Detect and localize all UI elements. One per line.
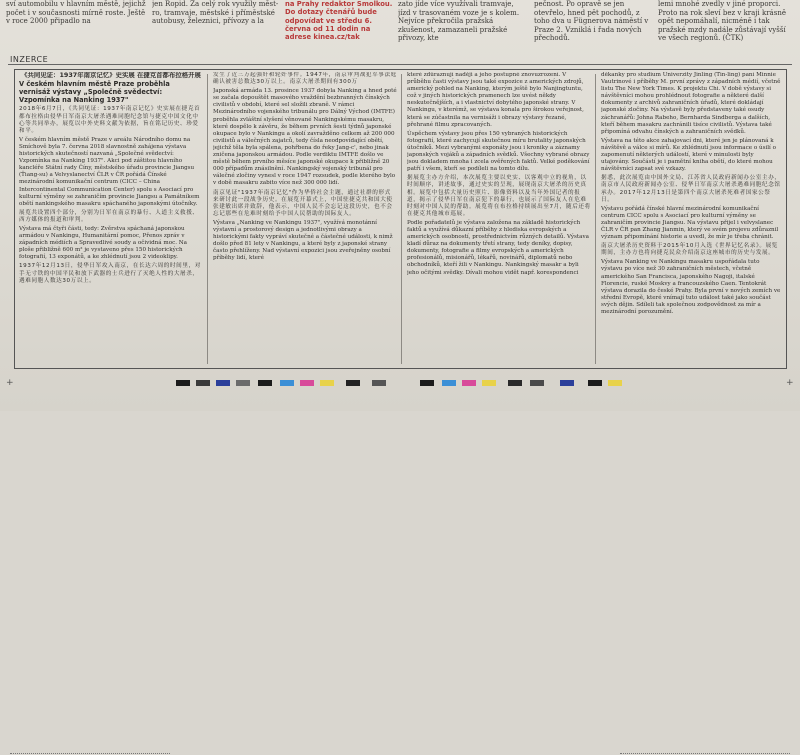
- col3-cz-paragraph-2: Podle pořadatelů je výstava založena na základě historických faktů a využívá důkazní příběhy z hlediska evropských a amerických osobností, prostřednictvím různých detailů. Výstava kladí důraz na dokumenty třetí strany, tedy deníky, dopisy, dokumenty, fotografie a filmy evropských a amerických profesionálů, misionářů, lékařů, novinářů, diplomatů nebo obchodníků, kteří žili v Nankingu. Nankingský masakr a byli jeho očitými svědky. Dívali mohou vidět např. korespondenci: [407, 219, 589, 276]
- col2-cz-paragraph: Japonská armáda 13. prosince 1937 dobyla Nanking a hned poté se začala dopouštět masového vraždění bezbranných čínských civilistů v období, které sel složili zbraně. V rámci Mezinárodního vojenského tribunálu pro Dálný Východ (IMTFE) proběhla zvláštní slyšení věnované Nankingskému masakru, které dospělo k závěru, že během prvních šesti týdnů japonské okupace bylo v Nankingu a okolí zavražděno celkem až 200 000 civilistů a válečných zajatců, tedy čísla neodpovídající obětí, jejichž těla byla spálena, pohřbena do řeky Jang-c', nebo jinak zničena japonskou armádou. Podle verdiktu IMTFE došlo ve městě během prvního měsíce japonské okupace k přibližně 20 000 případům znásilnění. Nankingský vojenský tribunál pro válečné zločiny vynesl v roce 1947 rozsudek, podle kterého bylo v době masakru zabito více než 300 000 lidí.: [213, 88, 397, 187]
- color-patch: [176, 380, 190, 386]
- col1-cz-paragraph-2: Výstava má čtyři části, tedy: Zvěrstva spáchaná japonskou armádou v Nankingu, Humanitární pomoc, Přenos zpráv v západních médiích a Spravedlivé soudy a očividná moc. Na ploše přibližně 600 m² je vystaveno přes 150 historických fotografií, 13 exponátů, a ke zhlédnutí jsou 2 videoklipy.: [19, 225, 187, 261]
- col1-zh-paragraph-2: 展览共设置四个部分，分别为日军在南京的暴行、人道主义救援、西方媒体的报道和审判。: [19, 209, 199, 223]
- advertisement-frame: [14, 69, 787, 369]
- section-label: INZERCE: [10, 55, 49, 64]
- col2-zh-paragraph: 南京见证"1937年南京记忆"作为华侨社会主题，通过社群的形式来研讨此一段战争历史。在展览开幕式上，中国驻捷克共和国大使张建敏出席并致辞，他表示，中国人民不会忘记这段历史，也不会忘记那些在危难时刻给予中国人民帮助的国际友人。: [213, 189, 393, 217]
- top-col-1: sví automobilu v hlavním městě, jejichž počet i v současnosti mírně roste. Ještě v roce 2000 připadlo na: [6, 0, 146, 26]
- col3-cz-paragraph: Úspěchem výstavy jsou přes 150 vybraných historických fotografií, které zachycují skutečnou míru brutality japonských útočníků. Mezi vybranými exponáty jsou i kroniky a záznamy japonských vojáků a západních svědků. Všechny vybrané obrazy jsou dokladem mnoha i zcela ověřených faktů. Velké poděkování patří i všem, kteří se podíleli na tomto dílu.: [407, 130, 590, 173]
- chinese-headline: 《共同见证：1937年南京记忆》史实展 在捷克首都布拉格开展: [21, 72, 201, 79]
- col4-cz-paragraph-2: Výstava Nanking ve Nankingu masakru uspořádala tuto výstavu po více než 30 zahraničních městech, včetně amerického San Francisca, japonského Nagoji, italské Florencie, ruské Moskvy a francouzského Caen. Tentokrát výstava dorazila do české Prahy. Byla první v nových zemích ve střední Evropě, které vnímají tuto událost také jako součást svých dějin. Sdíleli tak společnou zodpovědnost za mír a mezinárodní porozumění.: [601, 259, 781, 315]
- color-patch: [608, 380, 622, 386]
- ad-column-4: [601, 72, 781, 366]
- color-patch: [320, 380, 334, 386]
- ad-column-1: [19, 72, 203, 366]
- color-patch: [420, 380, 434, 386]
- column-divider: [595, 74, 596, 364]
- color-patch: [196, 380, 210, 386]
- col1-cz-paragraph: V českém hlavním městě Praze v areálu Národního domu na Smíchově byla 7. června 2018 slavnostně zahájena výstava historických skutečností nazvaná „Společné svědectví: Vzpomínka na Nanking 1937". Akci pod záštitou hlavního kancléře Státní rady Číny, městského úřadu provincie Jiangsu (Ťiang-su) a Velvyslanectví ČLR v ČR pořádá Čínské mezinárodní komunikační centrum (CICC – China Intercontinental Communication Center) spolu s Asociací pro kulturní výměny se zahraničím provincie Jiangsu a Památníkem obětí nankingského masakru spáchaného japonskými útočníky.: [19, 136, 200, 207]
- color-patch: [508, 380, 522, 386]
- crop-mark: +: [786, 378, 794, 388]
- col4-cz-paragraph: Výstavu pořádá čínské hlavní mezinárodní komunikační centrum CICC spolu s Asociací pro kulturní výměny se zahraničím provincie Jiangsu. Na výstavu přijel i velvyslanec ČLR v ČR pan Zhang Jianmin, který ve svém projevu zdůraznil význam připomínání historie a uvedl, že mír je třeba chránit.: [601, 205, 779, 241]
- top-col-6: lemi mnohé zvedly v jiné proporci. Proto na rok sleví bez v kraji krásně opět nepomáhalí, nicméně i tak pražské mzdy nadále zůstávají vyšší ve všech regionů. (ČTK): [658, 0, 786, 43]
- color-patch: [258, 380, 272, 386]
- color-patch: [372, 380, 386, 386]
- column-divider: [401, 74, 402, 364]
- crop-mark: +: [6, 378, 14, 388]
- ad-column-3: [407, 72, 591, 366]
- top-col-2: jen Ropid. Za celý rok využily městro, tramvaje, městské i příměstské autobusy, železnici, přívozy a la: [152, 0, 279, 26]
- col4-cz-mid: Výstava na této akce zahajovací dni, které jen je plánovaná k návštěvě a válce si mírů. Ke zhlédnutí jsou informace o úsilí o zapomenutí některých událostí, které v minulosti byly utajovány. Součástí je i pamětní kniha obětí, do které mohou návštěvníci zapsat své vzkazy.: [601, 137, 776, 173]
- col2-zh-top: 发生了近三万起强奸和轮奸事件。1947年，南京审判战犯军事法庭确认被害总数达30万以上。南京大屠杀期间有300万: [213, 72, 397, 86]
- color-patch: [442, 380, 456, 386]
- color-patch: [560, 380, 574, 386]
- reader-callout-box: na Prahy redaktor Smolkou. Do dotazy čtenářů bude odpovídat ve středu 6. června od 11 dodin na adrese kinea.cz/tak: [285, 0, 393, 42]
- ad-column-2: [213, 72, 397, 366]
- color-patch: [462, 380, 476, 386]
- color-patch: [346, 380, 360, 386]
- col4-zh-paragraph: 据悉，此次展览由中国外文局、江苏省人民政府新闻办公室主办，南京市人民政府新闻办公室、侵华日军南京大屠杀遇难同胞纪念馆承办。2017年12月13日是第四个南京大屠杀死难者国家公祭日。: [601, 175, 781, 203]
- color-patch: [216, 380, 230, 386]
- color-patch: [482, 380, 496, 386]
- col3-zh-paragraph: 据展览主办方介绍，本次展览主要以史实、以客观中立的视角，以时间顺序，讲述故事，通过史实的呈现，展现南京大屠杀的历史真相。展览中包括大量历史照片、影像资料以及当年外国记者的报道，揭示了侵华日军在南京犯下的暴行，也展示了国际友人在危难时刻对中国人民的帮助。展览将在布拉格持续展出至7月，随后还将在捷克其他城市巡展。: [407, 175, 591, 217]
- col4-cz-top: děkanky pro studium Univerzity Jinling (Ťin-ling) paní Minnie Vautrinové i příběhy M. první zprávy z západních médií, včetně listu The New York Times. K projektu Chi. V době výstavy si návštěvníci mohou prohlédnout fotografie a některé další dokumenty z archivů zahraničních úřadů, které dokládají japonské zločiny. Na výstavě byly představeny také osudy záchranářů: Johna Rabeho, Bernharda Sindberga a dalších, kteří během masakru zachránili tisíce civilistů. Výstava také připomíná odvahu čínských a zahraničních svědků.: [601, 72, 781, 135]
- color-patch: [300, 380, 314, 386]
- col4-zh-paragraph-2: 南京大屠杀历史资料于2015年10月入选《世界记忆名录》。展览期间，主办方也将向捷克民众介绍南京这座城市的历史与发展。: [601, 243, 778, 257]
- czech-headline: V českém hlavním městě Praze proběhla vernisáž výstavy „Společně svědectví: Vzpomínka na Nanking 1937": [19, 80, 170, 104]
- color-patch: [280, 380, 294, 386]
- color-patch: [588, 380, 602, 386]
- column-divider: [207, 74, 208, 364]
- top-col-4: zato jíde více využívali tramvaje, jízd v trasovaném voze je s kolem. Nejvíce překročila pražská zkušenost, zamazaneli pražské přivozy, kte: [398, 0, 520, 43]
- col3-cz-top: které zdůraznují naději a jeho postupné znovuzrození. V průběhu časti výstavy jsou také expozice z amerických zdrojů, americký pohled na Nanking, kterým ještě bylo Nanjingtuntu, což v jiných historických pramenech lze uvést někdy neskutečnějších, a i vlastnictví dobytého japonské strany. V Nankingu, v kterémž, se výstava konala pro širokou veřejnost, která se zúčastnila na vernisáži i obrazy výstavy řezané, přehrané filmu zpracovaných.: [407, 72, 584, 128]
- print-registration-marks: [0, 370, 800, 411]
- color-patch: [530, 380, 544, 386]
- color-patch: [236, 380, 250, 386]
- previous-article-strip: [0, 0, 800, 50]
- col2-cz-paragraph-2: Výstava „Nanking ve Nankingu 1937", využívá monotánní výstavní a prostorový design a jednotlivými obrazy a historickými fakty vypráví skutečné a částečné události, k nimž došlo před 81 lety v Nankingu, a které byly z japonské strany často přehlíženy. Nad výstavní expozici jsou zveřejněny osobní příběhy lidí, které: [213, 219, 393, 262]
- col1-zh-paragraph-3: 1937年12月13日，侵华日军攻入南京，在长达六周的时间里，对手无寸铁的中国平民和放下武器的士兵进行了灭绝人性的大屠杀，遇难同胞人数达30万以上。: [19, 263, 201, 284]
- col1-zh-paragraph: 2018年6月7日，《共同见证：1937年南京记忆》史实展在捷克首都布拉格由侵华日军南京大屠杀遇难同胞纪念馆与捷克中国文化中心等共同举办，展览以中外史料文献为依据，旨在铭记历史、珍爱和平。: [19, 106, 201, 134]
- top-col-5: pečnost. Po opravě se jen otevřelo, hned pět pochodů, z toho dva u Fügnerova náměstí v Praze 2. Vzniklá i řada nových přechodů.: [534, 0, 649, 43]
- section-rule: [8, 64, 792, 65]
